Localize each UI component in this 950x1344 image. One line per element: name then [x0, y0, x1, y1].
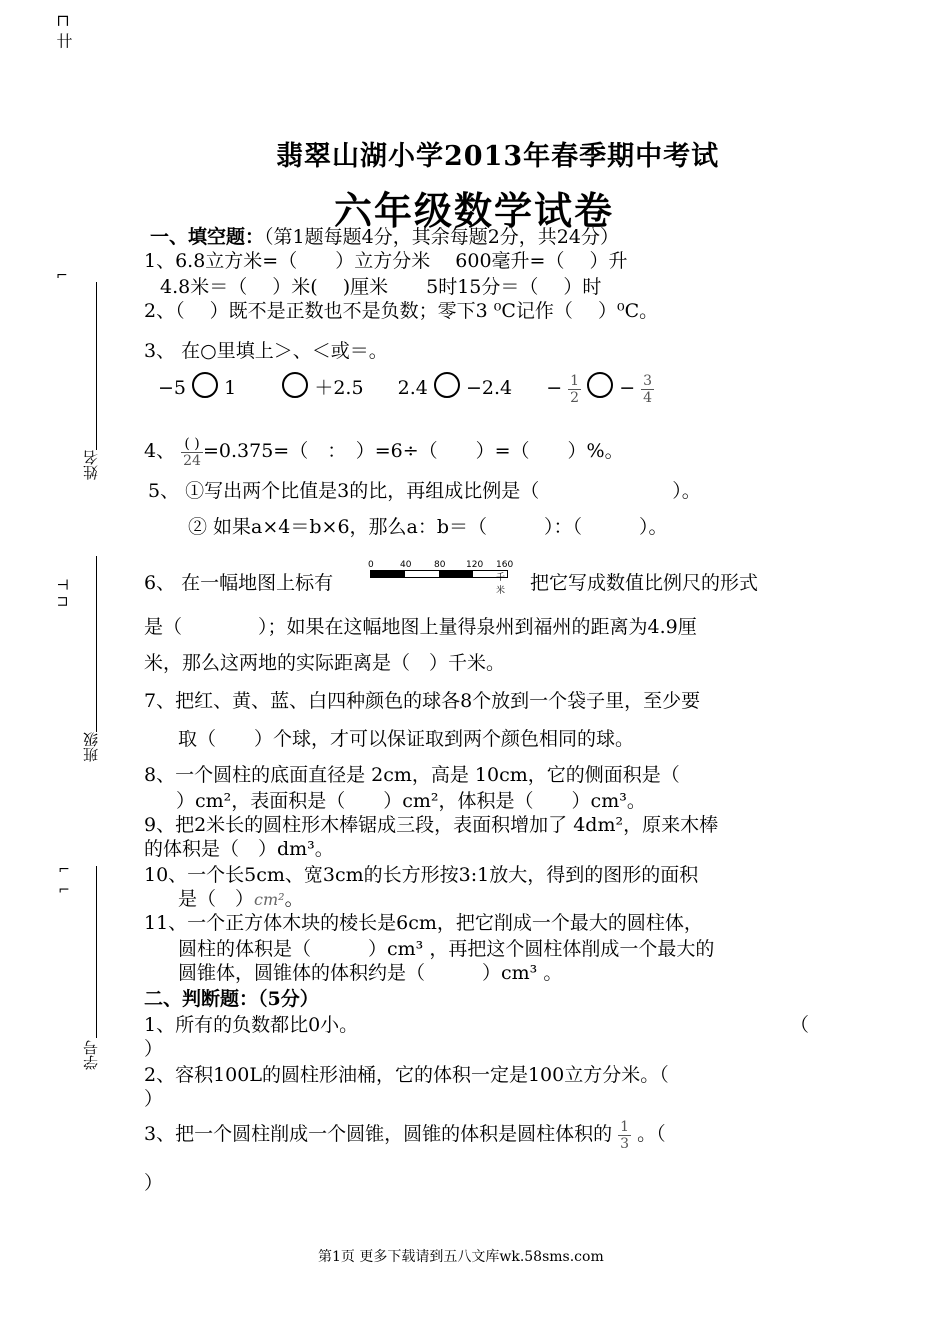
question-3-items: [158, 372, 654, 406]
margin-mark-mid2: ⊤ ⊓: [54, 578, 70, 608]
fraction-one-half: $\frac{1}{2}$: [570, 372, 580, 406]
section1-heading-line: [150, 226, 619, 248]
q3d-minus1: −: [546, 377, 563, 399]
question-4: [144, 428, 624, 474]
q4-rest: =0.375=（ ： ）=6÷（ ）=（ ）%。: [202, 440, 624, 462]
question-8a: 8、一个圆柱的底面直径是 2cm，高是 10cm，它的侧面积是（: [144, 764, 680, 786]
judge-1-close: ）: [144, 1038, 164, 1060]
scale-tick-80: 80: [434, 560, 446, 570]
q3b-right: ＋2.5: [314, 377, 364, 399]
question-6-line2: 是（ ）；如果在这幅地图上量得泉州到福州的距离为4.9厘: [144, 616, 697, 638]
question-6-prefix: 6、 在一幅地图上标有: [144, 572, 334, 594]
class-line: [96, 556, 97, 732]
scale-tick-160: 160千米: [496, 560, 514, 596]
question-7a: 7、把红、黄、蓝、白四种颜色的球各8个放到一个袋子里，至少要: [144, 690, 701, 712]
q10-unit: cm²: [254, 890, 285, 909]
question-1b: 4.8米＝（ ）米( )厘米 5时15分＝（ ）时: [160, 276, 602, 298]
section2-heading: 二、判断题：（5分）: [144, 988, 319, 1010]
question-5b: ② 如果a×4＝b×6，那么a：b＝（ ）：（ ）。: [188, 516, 668, 538]
margin-mark-mid1: ⌐: [56, 268, 68, 284]
judge-1-open: （: [790, 1014, 810, 1036]
compare-circle-1[interactable]: [192, 372, 218, 398]
judge-1: 1、所有的负数都比0小。: [144, 1014, 359, 1036]
margin-mark-top: ⊏ 卄: [54, 14, 73, 49]
school-title: 翡翠山湖小学2013年春季期中考试: [276, 141, 720, 172]
question-8b: ）cm²，表面积是（ ）cm²，体积是（ ）cm³。: [176, 790, 646, 812]
name-label: 姓名: [82, 450, 100, 480]
section1-heading: 一、填空题：: [150, 226, 265, 248]
scale-tick-40: 40: [400, 560, 412, 570]
id-line: [96, 866, 97, 1038]
q3c-right: −2.4: [465, 377, 513, 399]
q4-fraction: $\frac{( )}{24}$: [183, 435, 201, 469]
question-6-suffix: 把它写成数值比例尺的形式: [530, 572, 759, 594]
class-label: 班级: [82, 732, 100, 762]
fraction-one-third: $\frac{1}{3}$: [620, 1118, 630, 1152]
judge-3-close: ）: [144, 1172, 164, 1194]
compare-circle-3[interactable]: [434, 372, 460, 398]
page-footer: 第1页 更多下载请到五八文库wk.58sms.com: [318, 1249, 604, 1265]
q3c-left: 2.4: [397, 377, 428, 399]
question-10b: 是（ ）cm²。: [178, 888, 304, 910]
q3a-left: −5: [158, 377, 187, 399]
compare-circle-4[interactable]: [587, 372, 613, 398]
question-11b: 圆柱的体积是（ ）cm³ ，再把这个圆柱体削成一个最大的: [178, 938, 715, 960]
q3a-right: 1: [224, 377, 237, 399]
fraction-three-quarters: $\frac{3}{4}$: [643, 372, 653, 406]
question-7b: 取（ ）个球，才可以保证取到两个颜色相同的球。: [178, 728, 635, 750]
question-1a: 1、6.8立方米=（ ）立方分米 600毫升=（ ）升: [144, 250, 628, 272]
question-2: 2、（ ）既不是正数也不是负数；零下3 ⁰C记作（ ）⁰C。: [144, 300, 659, 322]
q4-prefix: 4、: [144, 440, 176, 462]
question-9a: 9、把2米长的圆柱形木棒锯成三段，表面积增加了 4dm²，原来木棒: [144, 814, 719, 836]
question-11c: 圆锥体，圆锥体的体积约是（ ）cm³ 。: [178, 962, 563, 984]
section1-note: （第1题每题4分，其余每题2分，共24分）: [264, 226, 619, 248]
question-9b: 的体积是（ ）dm³。: [144, 838, 334, 860]
id-label: 学号: [82, 1040, 100, 1070]
name-line: [96, 282, 97, 450]
scale-tick-0: 0: [368, 560, 374, 570]
judge-2-close: ）: [144, 1088, 164, 1110]
exam-title: 六年级数学试卷: [334, 188, 615, 233]
question-3: 3、 在○里填上＞、＜或＝。: [144, 340, 388, 362]
margin-mark-mid3: ⌐ ⌐: [56, 862, 72, 899]
question-11a: 11、一个正方体木块的棱长是6cm，把它削成一个最大的圆柱体，: [144, 912, 703, 934]
scale-bar-graphic: [370, 570, 508, 578]
question-10a: 10、一个长5cm、宽3cm的长方形按3:1放大，得到的图形的面积: [144, 864, 699, 886]
map-scale-bar: [368, 560, 514, 596]
judge-2: 2、容积100L的圆柱形油桶，它的体积一定是100立方分米。（: [144, 1064, 669, 1086]
judge-3: 3、把一个圆柱削成一个圆锥，圆锥的体积是圆柱体积的 $\frac{1}{3}$ 。（: [144, 1118, 666, 1152]
compare-circle-2[interactable]: [282, 372, 308, 398]
question-5a: 5、 ①写出两个比值是3的比，再组成比例是（ ）。: [148, 480, 701, 502]
scale-tick-120: 120: [466, 560, 484, 570]
question-6-line3: 米，那么这两地的实际距离是（ ）千米。: [144, 652, 506, 674]
q3d-minus2: −: [619, 377, 636, 399]
